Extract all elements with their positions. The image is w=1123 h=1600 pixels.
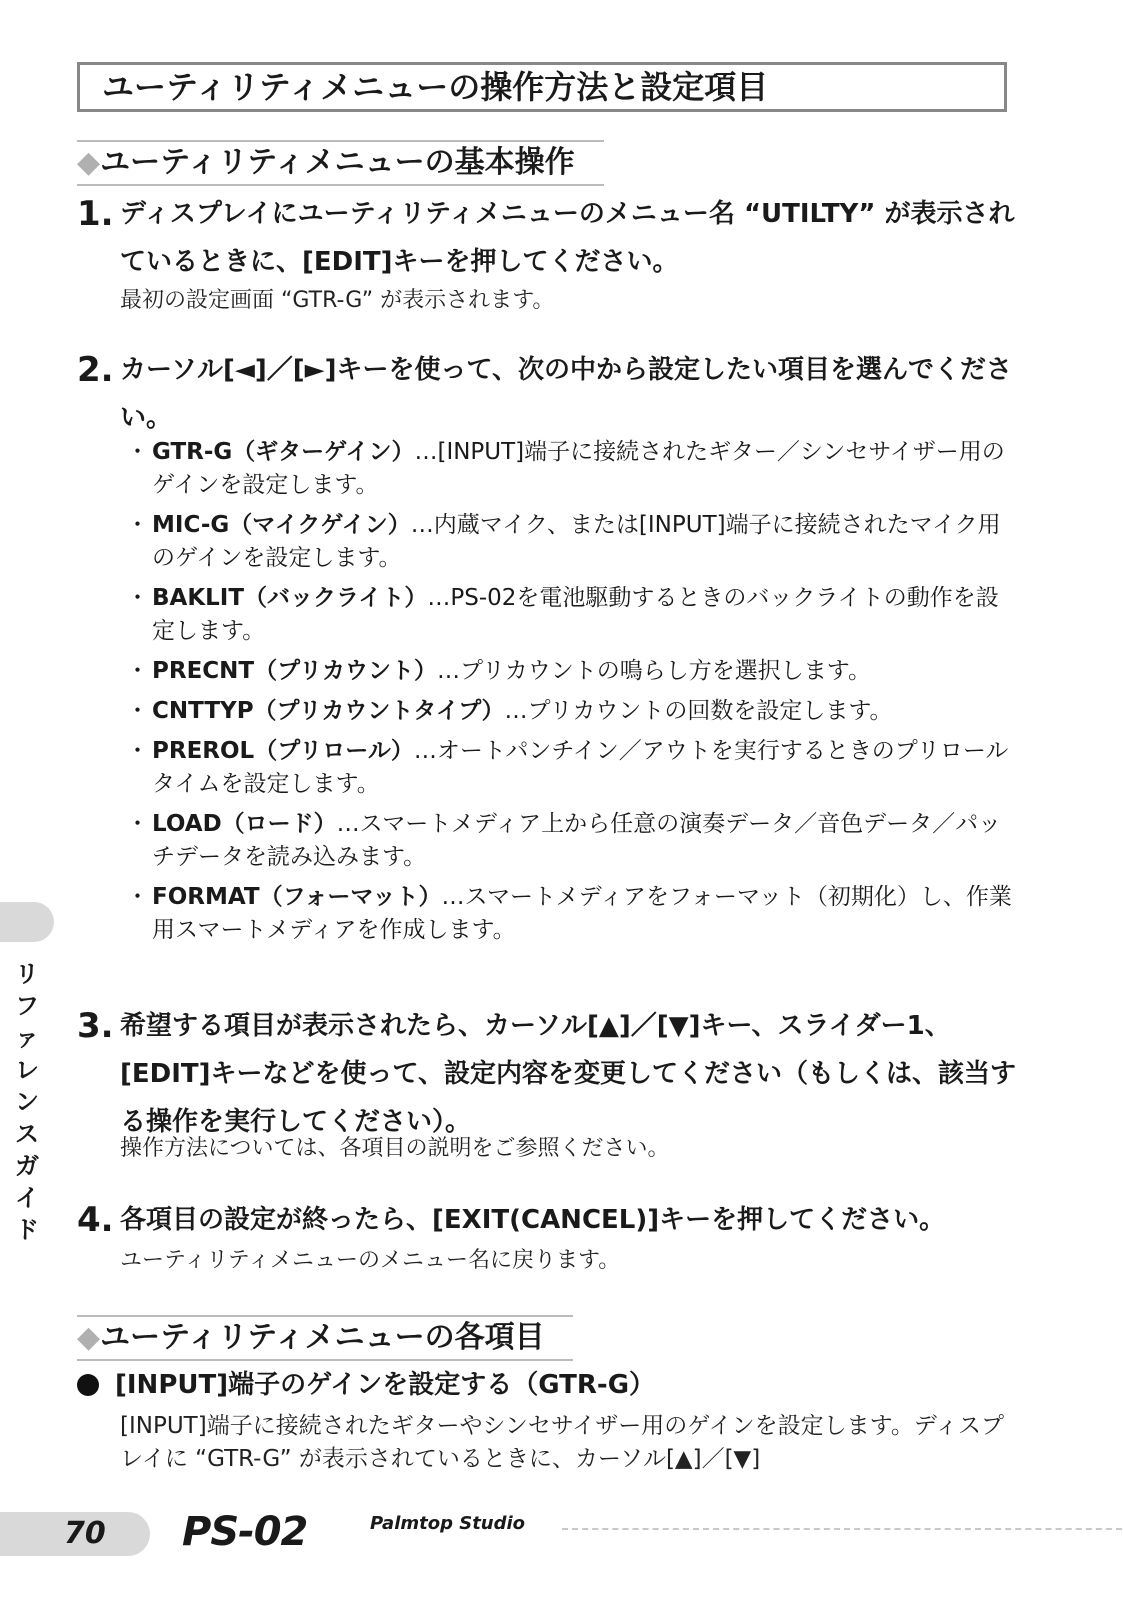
item-term: LOAD（ロード） [152, 811, 337, 837]
item-desc: …スマートメディア上から任意の演奏データ／音色データ／パッチデータを読み込みます。 [152, 811, 1002, 870]
item-desc: …スマートメディアをフォーマット（初期化）し、作業用スマートメディアを作成します。 [152, 884, 1012, 943]
step-number: 3. [77, 1006, 114, 1046]
step-title: 希望する項目が表示されたら、カーソル[▲]／[▼]キー、スライダー1、[EDIT]キーなどを使って、設定内容を変更してください（もしくは、該当する操作を実行してください）。 [120, 1011, 1016, 1137]
step-number: 2. [77, 350, 114, 390]
section-heading-basic [77, 140, 604, 186]
settings-list [120, 436, 1020, 954]
item-term: PREROL（プリロール） [152, 738, 414, 764]
item-heading-text: [INPUT]端子のゲインを設定する（GTR-G） [115, 1370, 656, 1400]
item-heading [77, 1367, 655, 1403]
item-desc: …オートパンチイン／アウトを実行するときのプリロールタイムを設定します。 [152, 738, 1009, 797]
step-title: 各項目の設定が終ったら、[EXIT(CANCEL)]キーを押してください。 [120, 1205, 946, 1235]
page-title: ユーティリティメニューの操作方法と設定項目 [77, 62, 1007, 112]
step-note: 操作方法については、各項目の説明をご参照ください。 [120, 1136, 670, 1161]
section-heading-text: ユーティリティメニューの各項目 [100, 1320, 545, 1355]
product-logo: PS-02 [182, 1509, 308, 1555]
item-term: PRECNT（プリカウント） [152, 658, 437, 684]
list-item: ・ MIC-G（マイクゲイン）…内蔵マイク、または[INPUT]端子に接続されたマイク用のゲインを設定します。 [126, 512, 1001, 571]
item-term: FORMAT（フォーマット） [152, 884, 442, 910]
side-tab-marker [0, 902, 54, 942]
step-title: ディスプレイにユーティリティメニューのメニュー名 “UTILTY” が表示されているときに、[EDIT]キーを押してください。 [120, 199, 1015, 277]
step-note: ユーティリティメニューのメニュー名に戻ります。 [120, 1248, 621, 1273]
list-item: ・ GTR-G（ギターゲイン）…[INPUT]端子に接続されたギター／シンセサイザー用のゲインを設定します。 [126, 439, 1005, 498]
list-item: ・ PRECNT（プリカウント）…プリカウントの鳴らし方を選択します。 [126, 658, 871, 684]
item-desc: …PS-02を電池駆動するときのバックライトの動作を設定します。 [152, 585, 999, 644]
footer-divider [562, 1528, 1122, 1530]
list-item: ・ BAKLIT（バックライト）…PS-02を電池駆動するときのバックライトの動作を設定します。 [126, 585, 999, 644]
bullet-circle-icon [77, 1374, 99, 1396]
item-term: MIC-G（マイクゲイン） [152, 512, 411, 538]
product-logo-subtitle: Palmtop Studio [370, 1513, 526, 1534]
step-number: 1. [77, 194, 114, 234]
diamond-icon: ◆ [77, 1320, 101, 1355]
side-label: リファレンスガイド [15, 960, 39, 1244]
item-body: [INPUT]端子に接続されたギターやシンセサイザー用のゲインを設定します。ディスプレイに “GTR-G” が表示されているときに、カーソル[▲]／[▼] [120, 1413, 1004, 1472]
item-desc: …[INPUT]端子に接続されたギター／シンセサイザー用のゲインを設定します。 [152, 439, 1005, 498]
step-number: 4. [77, 1200, 114, 1240]
item-desc: …プリカウントの回数を設定します。 [504, 698, 893, 724]
list-item: ・ FORMAT（フォーマット）…スマートメディアをフォーマット（初期化）し、作業用スマートメディアを作成します。 [126, 884, 1012, 943]
item-term: GTR-G（ギターゲイン） [152, 439, 415, 465]
page-number: 70 [64, 1516, 106, 1551]
section-heading-items [77, 1315, 573, 1361]
item-term: CNTTYP（プリカウントタイプ） [152, 698, 505, 724]
item-desc: …内蔵マイク、または[INPUT]端子に接続されたマイク用のゲインを設定します。 [152, 512, 1001, 571]
list-item: ・ CNTTYP（プリカウントタイプ）…プリカウントの回数を設定します。 [126, 698, 893, 724]
list-item: ・ PREROL（プリロール）…オートパンチイン／アウトを実行するときのプリロールタイムを設定します。 [126, 738, 1009, 797]
item-term: BAKLIT（バックライト） [152, 585, 428, 611]
item-desc: …プリカウントの鳴らし方を選択します。 [436, 658, 871, 684]
step-note: 最初の設定画面 “GTR-G” が表示されます。 [120, 288, 555, 313]
section-heading-text: ユーティリティメニューの基本操作 [100, 145, 575, 180]
step-title: カーソル[◄]／[►]キーを使って、次の中から設定したい項目を選んでください。 [120, 355, 1012, 433]
diamond-icon: ◆ [77, 145, 101, 180]
list-item: ・ LOAD（ロード）…スマートメディア上から任意の演奏データ／音色データ／パッチデータを読み込みます。 [126, 811, 1002, 870]
